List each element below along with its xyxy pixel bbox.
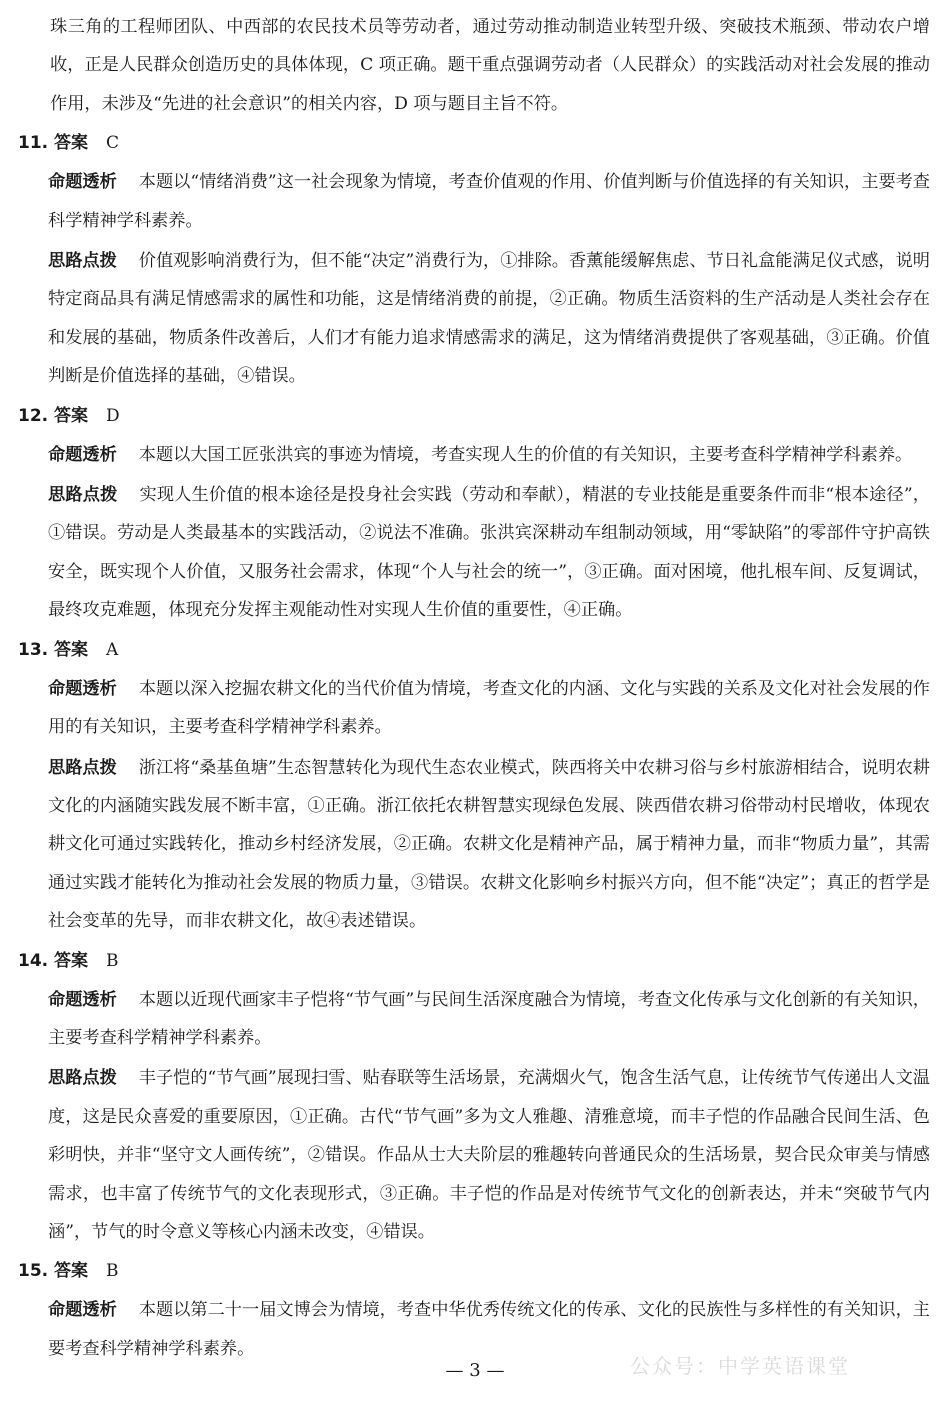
answer-label: 答案 <box>54 133 89 154</box>
intent-text: 本题以近现代画家丰子恺将“节气画”与民间生活深度融合为情境，考查文化传承与文化创新的有关知识，主要考查科学精神学科素养。 <box>48 989 930 1048</box>
question-number: 13. <box>18 639 49 660</box>
intent-label: 命题透析 <box>48 678 117 699</box>
answer-label: 答案 <box>54 950 89 971</box>
page-content <box>18 8 930 1368</box>
question-15-header <box>18 1253 930 1289</box>
question-number: 14. <box>18 950 49 971</box>
watermark-text: 公众号：中学英语课堂 <box>630 1354 850 1378</box>
hint-text: 价值观影响消费行为，但不能“决定”消费行为，①排除。香薰能缓解焦虑、节日礼盒能满足仪式感，说明特定商品具有满足情感需求的属性和功能，这是情绪消费的前提，②正确。物质生活资料的生产活动是人类社会存在和发展的基础，物质条件改善后，人们才有能力追求情感需求的满足，这为情绪消费提供了客观基础，③正确。价值判断是价值选择的基础，④错误。 <box>48 251 930 387</box>
intro-paragraph: 珠三角的工程师团队、中西部的农民技术员等劳动者，通过劳动推动制造业转型升级、突破技术瓶颈、带动农户增收，正是人民群众创造历史的具体体现，C 项正确。题干重点强调劳动者（人民群众）的实践活动对社会发展的推动作用，未涉及“先进的社会意识”的相关内容，D 项与题目主旨不符。 <box>50 17 930 114</box>
hint-text: 实现人生价值的根本途径是投身社会实践（劳动和奉献），精湛的专业技能是重要条件而非“根本途径”，①错误。劳动是人类最基本的实践活动，②说法不准确。张洪宾深耕动车组制动领域，用“零缺陷”的零部件守护高铁安全，既实现个人价值，又服务社会需求，体现“个人与社会的统一”，③正确。面对困境，他扎根车间、反复调试，最终攻克难题，体现充分发挥主观能动性对实现人生价值的重要性，④正确。 <box>48 485 930 621</box>
intent-text: 本题以“情绪消费”这一社会现象为情境，考查价值观的作用、价值判断与价值选择的有关知识，主要考查科学精神学科素养。 <box>48 172 930 231</box>
page-number: — 3 — <box>445 1360 505 1381</box>
question-13-header <box>18 632 930 668</box>
question-number: 12. <box>18 405 49 426</box>
intent-label: 命题透析 <box>48 989 117 1010</box>
question-14-hint <box>48 1059 930 1251</box>
hint-label: 思路点拨 <box>48 1068 117 1089</box>
answer-label: 答案 <box>54 639 89 660</box>
question-11-intent <box>48 163 930 240</box>
question-12-intent <box>48 436 930 474</box>
answer-value: B <box>106 1261 119 1282</box>
hint-text: 丰子恺的“节气画”展现扫雪、贴春联等生活场景，充满烟火气，饱含生活气息，让传统节气传递出人文温度，这是民众喜爱的重要原因，①正确。古代“节气画”多为文人雅趣、清雅意境，而丰子恺的作品融合民间生活、色彩明快，并非“坚守文人画传统”，②错误。作品从士大夫阶层的雅趣转向普通民众的生活场景，契合民众审美与情感需求，也丰富了传统节气的文化表现形式，③正确。丰子恺的作品是对传统节气文化的创新表达，并未“突破节气内涵”，节气的时令意义等核心内涵未改变，④错误。 <box>48 1068 930 1242</box>
answer-label: 答案 <box>54 1261 89 1282</box>
intent-text: 本题以第二十一届文博会为情境，考查中华优秀传统文化的传承、文化的民族性与多样性的有关知识，主要考查科学精神学科素养。 <box>48 1300 930 1359</box>
question-13-hint <box>48 749 930 941</box>
answer-value: C <box>106 133 120 154</box>
intent-label: 命题透析 <box>48 172 117 193</box>
question-11-header <box>18 125 930 161</box>
question-12-hint <box>48 476 930 630</box>
answer-label: 答案 <box>54 405 89 426</box>
answer-value: B <box>106 950 119 971</box>
hint-label: 思路点拨 <box>48 757 117 778</box>
question-14-intent <box>48 981 930 1058</box>
question-13-intent <box>48 670 930 747</box>
hint-label: 思路点拨 <box>48 485 118 506</box>
question-number: 15. <box>18 1261 49 1282</box>
question-14-header <box>18 943 930 979</box>
answer-value: D <box>106 405 120 426</box>
answer-value: A <box>106 639 119 660</box>
question-11-hint <box>48 242 930 396</box>
intent-label: 命题透析 <box>48 1300 117 1321</box>
intent-text: 本题以深入挖掘农耕文化的当代价值为情境，考查文化的内涵、文化与实践的关系及文化对社会发展的作用的有关知识，主要考查科学精神学科素养。 <box>48 678 930 738</box>
intent-label: 命题透析 <box>48 444 117 465</box>
hint-label: 思路点拨 <box>48 251 117 272</box>
hint-text: 浙江将“桑基鱼塘”生态智慧转化为现代生态农业模式，陕西将关中农耕习俗与乡村旅游相结合，说明农耕文化的内涵随实践发展不断丰富，①正确。浙江依托农耕智慧实现绿色发展、陕西借农耕习俗带动村民增收，体现农耕文化可通过实践转化，推动乡村经济发展，②正确。农耕文化是精神产品，属于精神力量，而非“物质力量”，其需通过实践才能转化为推动社会发展的物质力量，③错误。农耕文化影响乡村振兴方向，但不能“决定”；真正的哲学是社会变革的先导，而非农耕文化，故④表述错误。 <box>48 757 930 932</box>
intent-text: 本题以大国工匠张洪宾的事迹为情境，考查实现人生的价值的有关知识，主要考查科学精神学科素养。 <box>138 444 913 465</box>
question-12-header <box>18 398 930 434</box>
question-number: 11. <box>18 133 49 154</box>
